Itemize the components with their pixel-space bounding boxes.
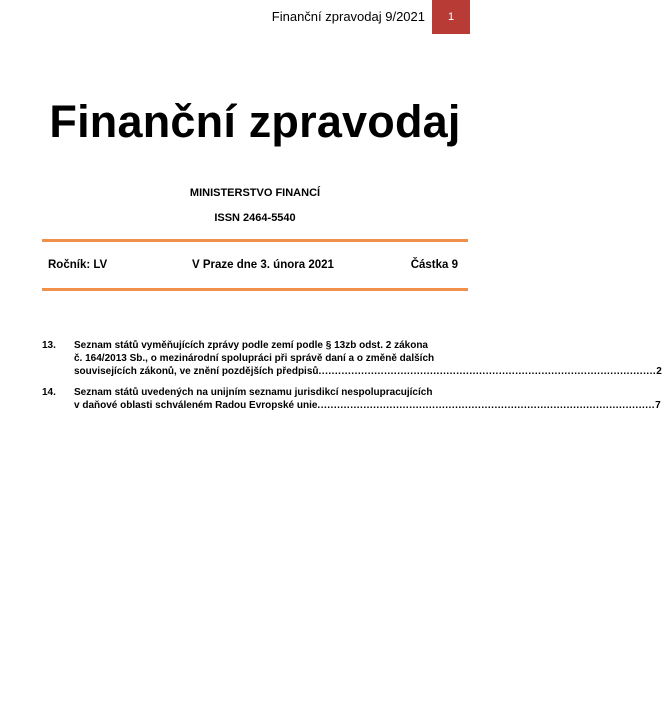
toc-entry-line: Seznam států vyměňujících zprávy podle zemí podle § 13zb odst. 2 zákona [74, 340, 428, 351]
table-of-contents [42, 386, 661, 412]
publisher: MINISTERSTVO FINANCÍ [189, 187, 321, 199]
toc-entry-last-line: v daňové oblasti schváleném Radou Evropské unie [74, 400, 318, 411]
part-number: Částka 9 [410, 259, 458, 271]
divider-bottom [42, 288, 468, 291]
toc-entry-page: 7 [655, 400, 661, 411]
leader-dots: ....................................................................................................... [317, 400, 656, 411]
toc-entry[interactable] [42, 386, 661, 412]
toc-entry-number: 14. [42, 387, 56, 398]
table-of-contents [42, 339, 662, 378]
toc-entry-line: č. 164/2013 Sb., o mezinárodní spolupráci při správě daní a o změně dalších [74, 353, 435, 364]
masthead-title: Finanční zpravodaj [49, 96, 461, 147]
toc-entry-page: 2 [656, 366, 662, 377]
leader-dots: ....................................................................................................... [318, 366, 657, 377]
place-date: V Praze dne 3. února 2021 [192, 259, 334, 271]
toc-entry-line: Seznam států uvedených na unijním seznamu jurisdikcí nespolupracujících [74, 387, 433, 398]
divider-top [42, 239, 468, 242]
running-header [272, 0, 470, 34]
toc-entry-last-line: souvisejících zákonů, ve znění pozdějších předpisů [74, 366, 319, 377]
running-title: Finanční zpravodaj 9/2021 [271, 9, 425, 24]
volume: Ročník: LV [48, 259, 108, 271]
toc-entry[interactable] [42, 339, 662, 378]
page-number-badge: 1 [432, 0, 470, 34]
toc-entry-number: 13. [42, 340, 56, 351]
issn: ISSN 2464-5540 [214, 212, 296, 224]
